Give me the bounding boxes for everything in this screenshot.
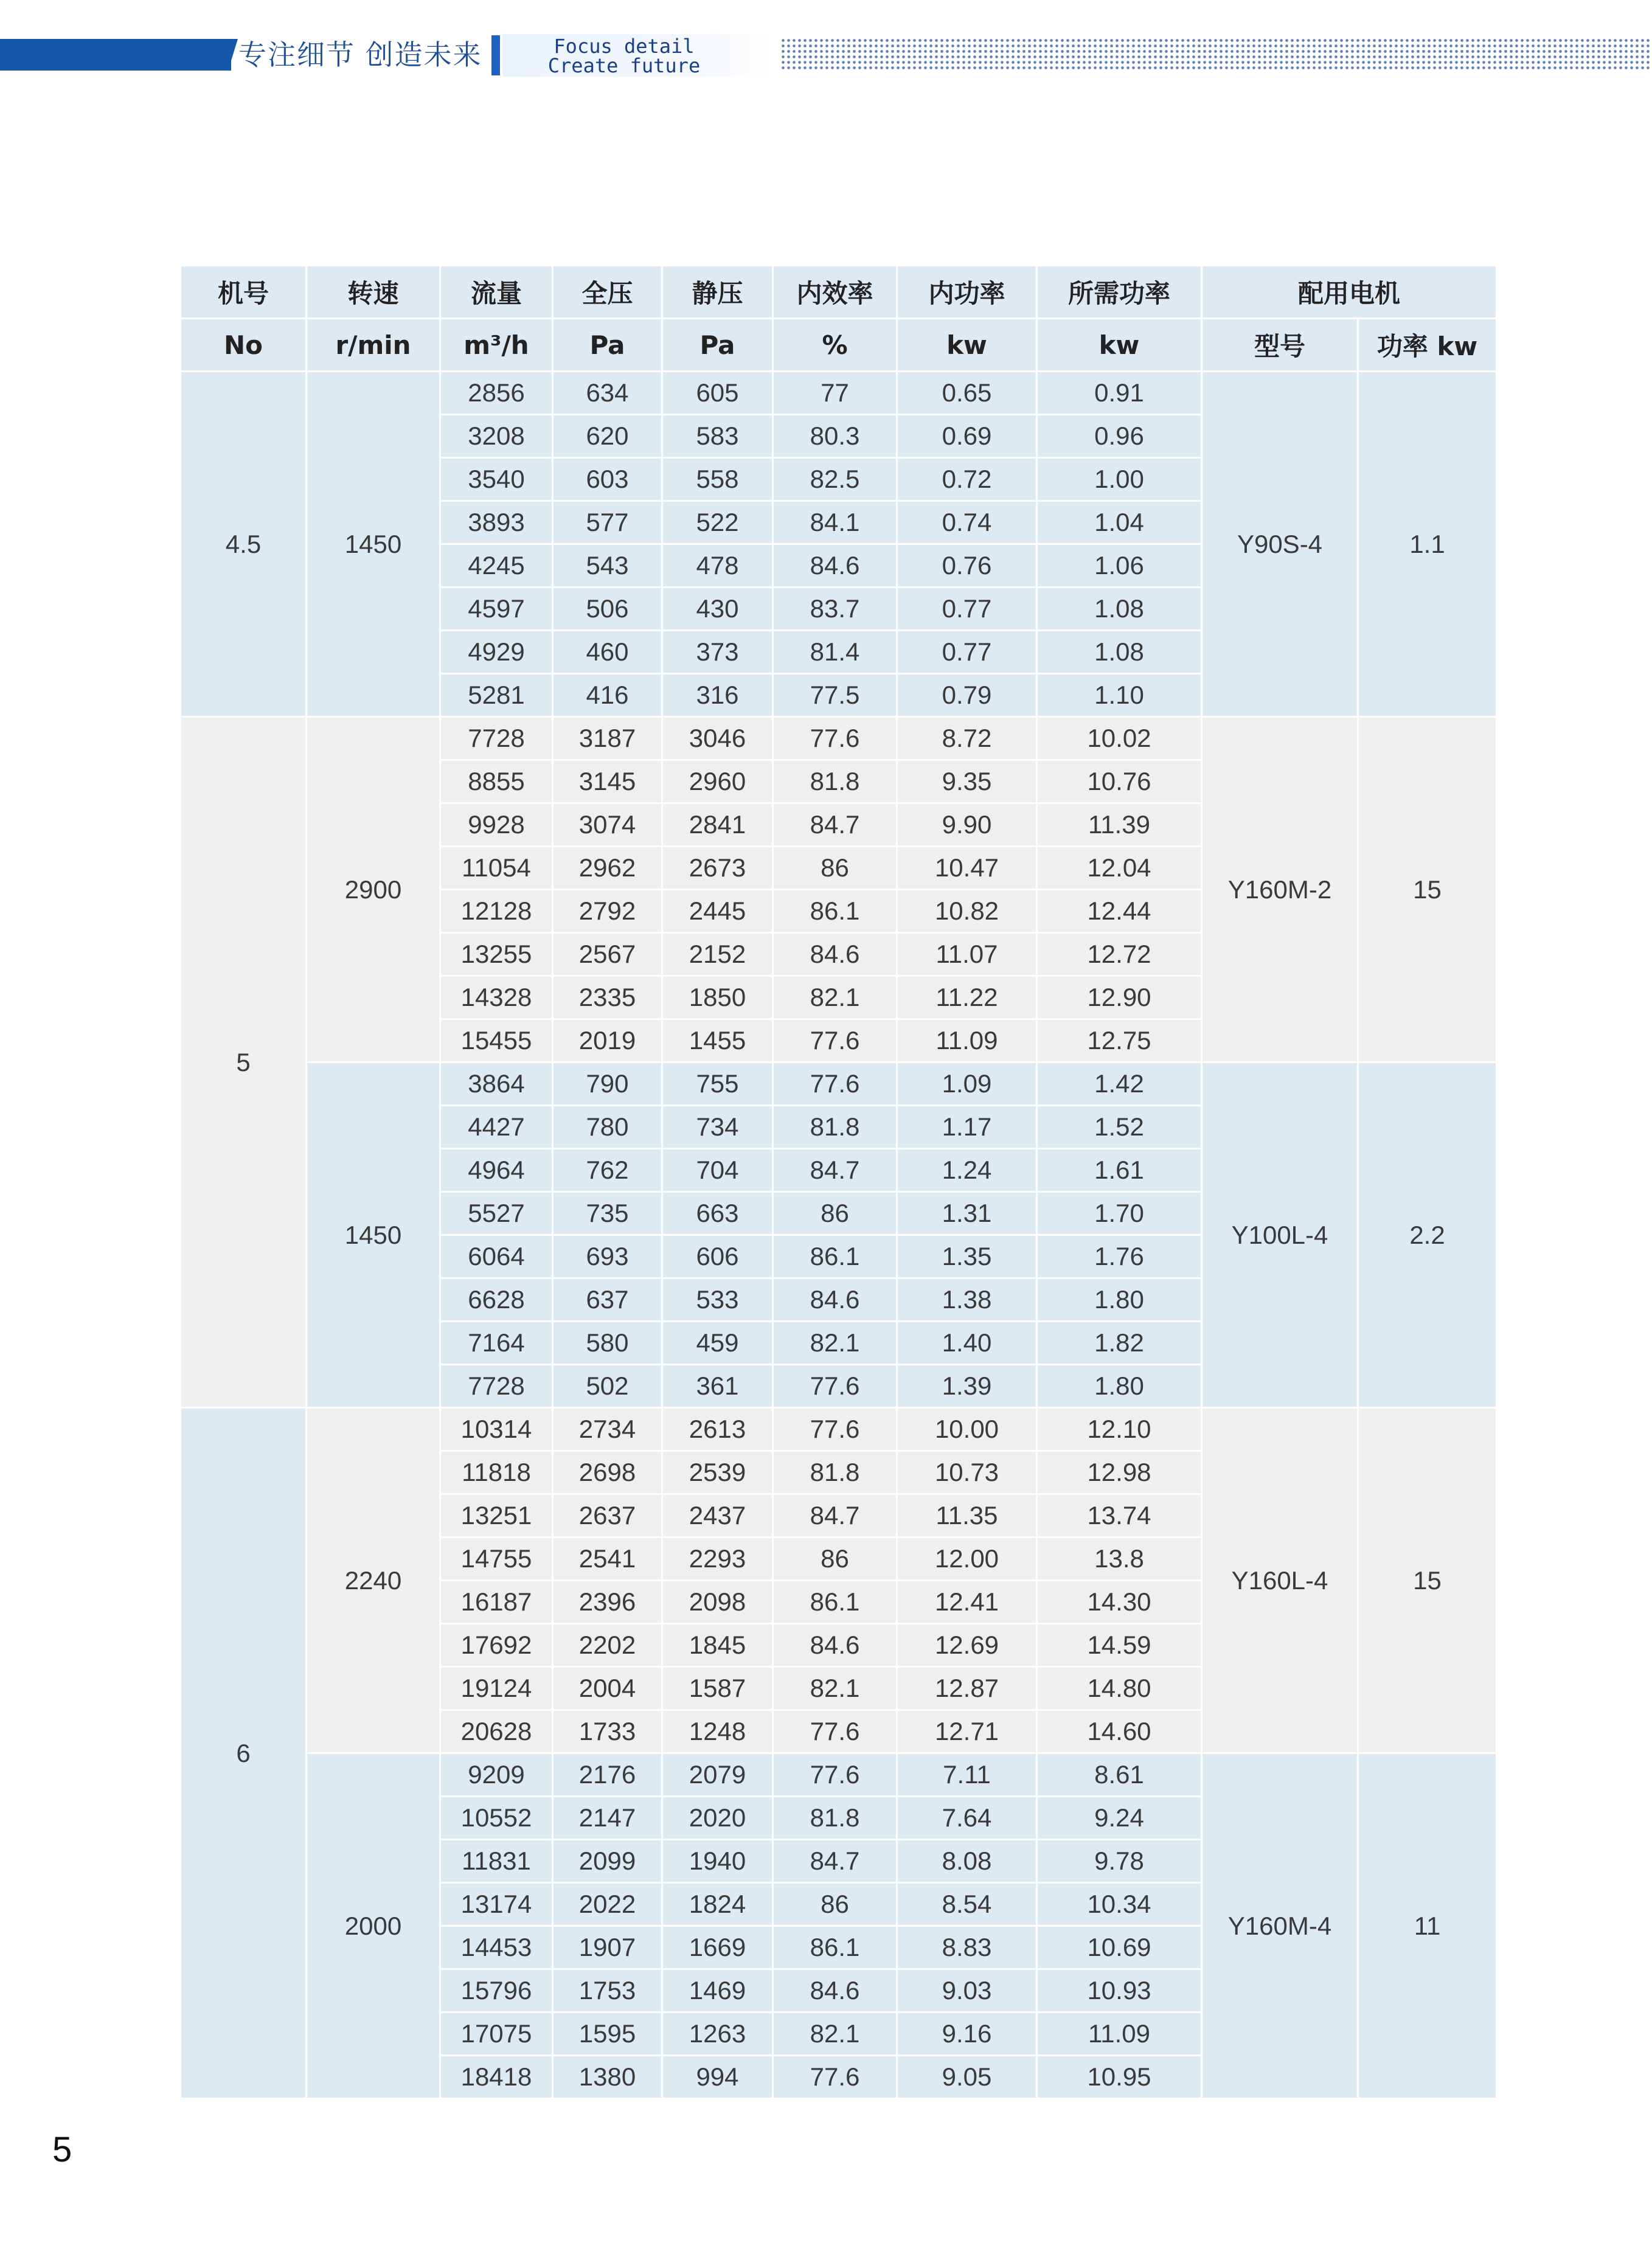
static-pressure-cell: 1587: [662, 1667, 773, 1710]
flow-cell: 3864: [440, 1063, 553, 1106]
flow-cell: 4964: [440, 1149, 553, 1192]
flow-cell: 8855: [440, 760, 553, 803]
static-pressure-cell: 459: [662, 1322, 773, 1365]
motor-model-cell: Y160M-4: [1202, 1753, 1358, 2099]
flow-cell: 5281: [440, 674, 553, 717]
total-pressure-cell: 2004: [553, 1667, 662, 1710]
internal-power-cell: 12.71: [897, 1710, 1037, 1753]
internal-power-cell: 1.35: [897, 1235, 1037, 1278]
static-pressure-cell: 1940: [662, 1840, 773, 1883]
efficiency-cell: 81.4: [773, 631, 897, 674]
flow-cell: 6628: [440, 1278, 553, 1322]
internal-power-cell: 1.40: [897, 1322, 1037, 1365]
efficiency-cell: 81.8: [773, 1797, 897, 1840]
internal-power-cell: 8.54: [897, 1883, 1037, 1926]
machine-no-cell: 5: [181, 717, 307, 1408]
total-pressure-cell: 2396: [553, 1581, 662, 1624]
efficiency-cell: 84.1: [773, 501, 897, 544]
unit-motor-power: 功率 kw: [1358, 319, 1497, 372]
internal-power-cell: 1.24: [897, 1149, 1037, 1192]
efficiency-cell: 77.6: [773, 717, 897, 760]
internal-power-cell: 1.17: [897, 1106, 1037, 1149]
required-power-cell: 12.72: [1037, 933, 1202, 976]
static-pressure-cell: 2079: [662, 1753, 773, 1797]
total-pressure-cell: 735: [553, 1192, 662, 1235]
efficiency-cell: 86.1: [773, 1926, 897, 1969]
unit-internal-power: kw: [897, 319, 1037, 372]
required-power-cell: 14.30: [1037, 1581, 1202, 1624]
internal-power-cell: 0.77: [897, 588, 1037, 631]
internal-power-cell: 7.11: [897, 1753, 1037, 1797]
internal-power-cell: 1.39: [897, 1365, 1037, 1408]
table-row: [181, 1753, 1497, 1797]
required-power-cell: 8.61: [1037, 1753, 1202, 1797]
table-body: [181, 372, 1497, 2099]
motor-model-cell: Y160L-4: [1202, 1408, 1358, 1753]
required-power-cell: 12.04: [1037, 847, 1202, 890]
static-pressure-cell: 2437: [662, 1494, 773, 1538]
internal-power-cell: 0.72: [897, 458, 1037, 501]
page-number: 5: [52, 2130, 72, 2169]
internal-power-cell: 12.69: [897, 1624, 1037, 1667]
required-power-cell: 10.95: [1037, 2056, 1202, 2099]
static-pressure-cell: 2841: [662, 803, 773, 847]
flow-cell: 15455: [440, 1019, 553, 1063]
efficiency-cell: 77.6: [773, 1710, 897, 1753]
flow-cell: 4245: [440, 544, 553, 588]
static-pressure-cell: 522: [662, 501, 773, 544]
required-power-cell: 9.78: [1037, 1840, 1202, 1883]
internal-power-cell: 10.00: [897, 1408, 1037, 1451]
required-power-cell: 1.80: [1037, 1278, 1202, 1322]
internal-power-cell: 0.79: [897, 674, 1037, 717]
static-pressure-cell: 1669: [662, 1926, 773, 1969]
internal-power-cell: 1.09: [897, 1063, 1037, 1106]
static-pressure-cell: 373: [662, 631, 773, 674]
total-pressure-cell: 603: [553, 458, 662, 501]
col-header-flow: 流量: [440, 266, 553, 319]
unit-efficiency: %: [773, 319, 897, 372]
speed-cell: 2900: [307, 717, 440, 1063]
total-pressure-cell: 502: [553, 1365, 662, 1408]
efficiency-cell: 84.7: [773, 1149, 897, 1192]
efficiency-cell: 86: [773, 1538, 897, 1581]
required-power-cell: 11.09: [1037, 2013, 1202, 2056]
flow-cell: 9928: [440, 803, 553, 847]
static-pressure-cell: 2673: [662, 847, 773, 890]
flow-cell: 13251: [440, 1494, 553, 1538]
total-pressure-cell: 2022: [553, 1883, 662, 1926]
total-pressure-cell: 506: [553, 588, 662, 631]
efficiency-cell: 84.6: [773, 1278, 897, 1322]
flow-cell: 15796: [440, 1969, 553, 2013]
internal-power-cell: 9.03: [897, 1969, 1037, 2013]
required-power-cell: 12.44: [1037, 890, 1202, 933]
static-pressure-cell: 583: [662, 415, 773, 458]
efficiency-cell: 82.1: [773, 2013, 897, 2056]
static-pressure-cell: 361: [662, 1365, 773, 1408]
table-row: [181, 1408, 1497, 1451]
flow-cell: 11054: [440, 847, 553, 890]
flow-cell: 4597: [440, 588, 553, 631]
static-pressure-cell: 2293: [662, 1538, 773, 1581]
static-pressure-cell: 2098: [662, 1581, 773, 1624]
required-power-cell: 10.76: [1037, 760, 1202, 803]
required-power-cell: 1.04: [1037, 501, 1202, 544]
flow-cell: 6064: [440, 1235, 553, 1278]
internal-power-cell: 11.22: [897, 976, 1037, 1019]
efficiency-cell: 84.6: [773, 544, 897, 588]
flow-cell: 4929: [440, 631, 553, 674]
static-pressure-cell: 2960: [662, 760, 773, 803]
motor-power-cell: 15: [1358, 717, 1497, 1063]
internal-power-cell: 9.35: [897, 760, 1037, 803]
flow-cell: 19124: [440, 1667, 553, 1710]
efficiency-cell: 82.1: [773, 976, 897, 1019]
header-dot-pattern: [780, 38, 1652, 71]
total-pressure-cell: 2698: [553, 1451, 662, 1494]
internal-power-cell: 1.31: [897, 1192, 1037, 1235]
efficiency-cell: 81.8: [773, 1106, 897, 1149]
total-pressure-cell: 416: [553, 674, 662, 717]
slogan-english-line1: Focus detail: [554, 35, 695, 58]
internal-power-cell: 11.35: [897, 1494, 1037, 1538]
internal-power-cell: 11.09: [897, 1019, 1037, 1063]
flow-cell: 3540: [440, 458, 553, 501]
static-pressure-cell: 316: [662, 674, 773, 717]
motor-power-cell: 11: [1358, 1753, 1497, 2099]
flow-cell: 7164: [440, 1322, 553, 1365]
col-header-required-power: 所需功率: [1037, 266, 1202, 319]
internal-power-cell: 1.38: [897, 1278, 1037, 1322]
unit-flow: m³/h: [440, 319, 553, 372]
static-pressure-cell: 533: [662, 1278, 773, 1322]
required-power-cell: 12.98: [1037, 1451, 1202, 1494]
flow-cell: 7728: [440, 717, 553, 760]
total-pressure-cell: 2202: [553, 1624, 662, 1667]
speed-cell: 2000: [307, 1753, 440, 2099]
header-accent-bar-tip: [228, 39, 238, 71]
flow-cell: 13174: [440, 1883, 553, 1926]
efficiency-cell: 80.3: [773, 415, 897, 458]
col-header-no: 机号: [181, 266, 307, 319]
total-pressure-cell: 634: [553, 372, 662, 415]
flow-cell: 2856: [440, 372, 553, 415]
internal-power-cell: 11.07: [897, 933, 1037, 976]
efficiency-cell: 77.6: [773, 2056, 897, 2099]
static-pressure-cell: 2613: [662, 1408, 773, 1451]
motor-model-cell: Y160M-2: [1202, 717, 1358, 1063]
static-pressure-cell: 2152: [662, 933, 773, 976]
header-row-2: [181, 319, 1497, 372]
static-pressure-cell: 606: [662, 1235, 773, 1278]
internal-power-cell: 0.69: [897, 415, 1037, 458]
static-pressure-cell: 430: [662, 588, 773, 631]
total-pressure-cell: 460: [553, 631, 662, 674]
flow-cell: 5527: [440, 1192, 553, 1235]
required-power-cell: 14.80: [1037, 1667, 1202, 1710]
efficiency-cell: 86.1: [773, 890, 897, 933]
table-row: [181, 717, 1497, 760]
total-pressure-cell: 2176: [553, 1753, 662, 1797]
flow-cell: 17692: [440, 1624, 553, 1667]
internal-power-cell: 8.83: [897, 1926, 1037, 1969]
speed-cell: 2240: [307, 1408, 440, 1753]
static-pressure-cell: 1824: [662, 1883, 773, 1926]
static-pressure-cell: 605: [662, 372, 773, 415]
total-pressure-cell: 1595: [553, 2013, 662, 2056]
flow-cell: 13255: [440, 933, 553, 976]
col-header-motor: 配用电机: [1202, 266, 1497, 319]
efficiency-cell: 77.5: [773, 674, 897, 717]
efficiency-cell: 86: [773, 847, 897, 890]
internal-power-cell: 10.73: [897, 1451, 1037, 1494]
flow-cell: 4427: [440, 1106, 553, 1149]
motor-power-cell: 1.1: [1358, 372, 1497, 717]
required-power-cell: 14.59: [1037, 1624, 1202, 1667]
efficiency-cell: 77.6: [773, 1408, 897, 1451]
col-header-total-pressure: 全压: [553, 266, 662, 319]
total-pressure-cell: 3074: [553, 803, 662, 847]
unit-required-power: kw: [1037, 319, 1202, 372]
total-pressure-cell: 543: [553, 544, 662, 588]
col-header-internal-efficiency: 内效率: [773, 266, 897, 319]
efficiency-cell: 81.8: [773, 760, 897, 803]
machine-no-cell: 4.5: [181, 372, 307, 717]
required-power-cell: 9.24: [1037, 1797, 1202, 1840]
flow-cell: 14328: [440, 976, 553, 1019]
flow-cell: 9209: [440, 1753, 553, 1797]
slogan-english-box: [502, 34, 769, 77]
static-pressure-cell: 1850: [662, 976, 773, 1019]
efficiency-cell: 84.6: [773, 1969, 897, 2013]
speed-cell: 1450: [307, 1063, 440, 1408]
internal-power-cell: 12.41: [897, 1581, 1037, 1624]
efficiency-cell: 84.6: [773, 933, 897, 976]
header-accent-bar: [0, 39, 231, 71]
motor-power-cell: 2.2: [1358, 1063, 1497, 1408]
flow-cell: 18418: [440, 2056, 553, 2099]
required-power-cell: 12.10: [1037, 1408, 1202, 1451]
efficiency-cell: 84.7: [773, 1494, 897, 1538]
total-pressure-cell: 693: [553, 1235, 662, 1278]
total-pressure-cell: 2541: [553, 1538, 662, 1581]
efficiency-cell: 84.7: [773, 803, 897, 847]
flow-cell: 11831: [440, 1840, 553, 1883]
page-header: [0, 0, 1652, 79]
static-pressure-cell: 478: [662, 544, 773, 588]
required-power-cell: 1.42: [1037, 1063, 1202, 1106]
col-header-static-pressure: 静压: [662, 266, 773, 319]
static-pressure-cell: 2445: [662, 890, 773, 933]
total-pressure-cell: 2147: [553, 1797, 662, 1840]
static-pressure-cell: 734: [662, 1106, 773, 1149]
total-pressure-cell: 2567: [553, 933, 662, 976]
efficiency-cell: 86: [773, 1192, 897, 1235]
required-power-cell: 1.70: [1037, 1192, 1202, 1235]
efficiency-cell: 77: [773, 372, 897, 415]
required-power-cell: 11.39: [1037, 803, 1202, 847]
total-pressure-cell: 3145: [553, 760, 662, 803]
static-pressure-cell: 1455: [662, 1019, 773, 1063]
static-pressure-cell: 994: [662, 2056, 773, 2099]
header-row-1: [181, 266, 1497, 319]
efficiency-cell: 77.6: [773, 1753, 897, 1797]
unit-motor-model: 型号: [1202, 319, 1358, 372]
total-pressure-cell: 2099: [553, 1840, 662, 1883]
total-pressure-cell: 762: [553, 1149, 662, 1192]
efficiency-cell: 77.6: [773, 1365, 897, 1408]
required-power-cell: 0.96: [1037, 415, 1202, 458]
required-power-cell: 1.61: [1037, 1149, 1202, 1192]
required-power-cell: 13.8: [1037, 1538, 1202, 1581]
efficiency-cell: 82.1: [773, 1322, 897, 1365]
col-header-speed: 转速: [307, 266, 440, 319]
required-power-cell: 1.00: [1037, 458, 1202, 501]
unit-total-pressure: Pa: [553, 319, 662, 372]
static-pressure-cell: 663: [662, 1192, 773, 1235]
internal-power-cell: 0.76: [897, 544, 1037, 588]
efficiency-cell: 82.1: [773, 1667, 897, 1710]
total-pressure-cell: 2637: [553, 1494, 662, 1538]
flow-cell: 12128: [440, 890, 553, 933]
table-row: [181, 1063, 1497, 1106]
static-pressure-cell: 1469: [662, 1969, 773, 2013]
flow-cell: 10314: [440, 1408, 553, 1451]
total-pressure-cell: 2335: [553, 976, 662, 1019]
motor-power-cell: 15: [1358, 1408, 1497, 1753]
fan-performance-table: [179, 265, 1498, 2099]
total-pressure-cell: 1733: [553, 1710, 662, 1753]
static-pressure-cell: 704: [662, 1149, 773, 1192]
slogan-english-line2: Create future: [547, 54, 701, 77]
total-pressure-cell: 3187: [553, 717, 662, 760]
internal-power-cell: 0.74: [897, 501, 1037, 544]
unit-speed: r/min: [307, 319, 440, 372]
flow-cell: 14755: [440, 1538, 553, 1581]
total-pressure-cell: 780: [553, 1106, 662, 1149]
flow-cell: 14453: [440, 1926, 553, 1969]
efficiency-cell: 84.6: [773, 1624, 897, 1667]
required-power-cell: 12.90: [1037, 976, 1202, 1019]
efficiency-cell: 86.1: [773, 1581, 897, 1624]
internal-power-cell: 12.87: [897, 1667, 1037, 1710]
internal-power-cell: 0.77: [897, 631, 1037, 674]
efficiency-cell: 82.5: [773, 458, 897, 501]
internal-power-cell: 12.00: [897, 1538, 1037, 1581]
efficiency-cell: 77.6: [773, 1063, 897, 1106]
static-pressure-cell: 1248: [662, 1710, 773, 1753]
static-pressure-cell: 2020: [662, 1797, 773, 1840]
table-row: [181, 372, 1497, 415]
static-pressure-cell: 1845: [662, 1624, 773, 1667]
unit-no: No: [181, 319, 307, 372]
efficiency-cell: 84.7: [773, 1840, 897, 1883]
total-pressure-cell: 2734: [553, 1408, 662, 1451]
slogan-chinese: 专注细节 创造未来: [238, 38, 482, 71]
fan-performance-table-wrap: [179, 265, 1496, 2099]
total-pressure-cell: 790: [553, 1063, 662, 1106]
internal-power-cell: 0.65: [897, 372, 1037, 415]
required-power-cell: 12.75: [1037, 1019, 1202, 1063]
motor-model-cell: Y100L-4: [1202, 1063, 1358, 1408]
required-power-cell: 1.76: [1037, 1235, 1202, 1278]
required-power-cell: 10.34: [1037, 1883, 1202, 1926]
required-power-cell: 1.52: [1037, 1106, 1202, 1149]
efficiency-cell: 86: [773, 1883, 897, 1926]
header-divider: [491, 35, 500, 75]
required-power-cell: 1.08: [1037, 631, 1202, 674]
motor-model-cell: Y90S-4: [1202, 372, 1358, 717]
required-power-cell: 1.08: [1037, 588, 1202, 631]
required-power-cell: 14.60: [1037, 1710, 1202, 1753]
internal-power-cell: 9.05: [897, 2056, 1037, 2099]
flow-cell: 10552: [440, 1797, 553, 1840]
static-pressure-cell: 755: [662, 1063, 773, 1106]
internal-power-cell: 8.08: [897, 1840, 1037, 1883]
flow-cell: 17075: [440, 2013, 553, 2056]
internal-power-cell: 9.90: [897, 803, 1037, 847]
total-pressure-cell: 620: [553, 415, 662, 458]
efficiency-cell: 81.8: [773, 1451, 897, 1494]
total-pressure-cell: 577: [553, 501, 662, 544]
required-power-cell: 10.02: [1037, 717, 1202, 760]
total-pressure-cell: 1753: [553, 1969, 662, 2013]
flow-cell: 3208: [440, 415, 553, 458]
internal-power-cell: 10.82: [897, 890, 1037, 933]
required-power-cell: 0.91: [1037, 372, 1202, 415]
efficiency-cell: 86.1: [773, 1235, 897, 1278]
total-pressure-cell: 637: [553, 1278, 662, 1322]
total-pressure-cell: 580: [553, 1322, 662, 1365]
required-power-cell: 1.10: [1037, 674, 1202, 717]
static-pressure-cell: 558: [662, 458, 773, 501]
flow-cell: 3893: [440, 501, 553, 544]
flow-cell: 16187: [440, 1581, 553, 1624]
total-pressure-cell: 2792: [553, 890, 662, 933]
total-pressure-cell: 1907: [553, 1926, 662, 1969]
static-pressure-cell: 2539: [662, 1451, 773, 1494]
flow-cell: 11818: [440, 1451, 553, 1494]
machine-no-cell: 6: [181, 1408, 307, 2099]
flow-cell: 20628: [440, 1710, 553, 1753]
flow-cell: 7728: [440, 1365, 553, 1408]
col-header-internal-power: 内功率: [897, 266, 1037, 319]
required-power-cell: 1.06: [1037, 544, 1202, 588]
efficiency-cell: 83.7: [773, 588, 897, 631]
required-power-cell: 1.82: [1037, 1322, 1202, 1365]
total-pressure-cell: 1380: [553, 2056, 662, 2099]
required-power-cell: 1.80: [1037, 1365, 1202, 1408]
required-power-cell: 10.93: [1037, 1969, 1202, 2013]
internal-power-cell: 9.16: [897, 2013, 1037, 2056]
required-power-cell: 13.74: [1037, 1494, 1202, 1538]
efficiency-cell: 77.6: [773, 1019, 897, 1063]
static-pressure-cell: 1263: [662, 2013, 773, 2056]
internal-power-cell: 8.72: [897, 717, 1037, 760]
static-pressure-cell: 3046: [662, 717, 773, 760]
internal-power-cell: 10.47: [897, 847, 1037, 890]
internal-power-cell: 7.64: [897, 1797, 1037, 1840]
required-power-cell: 10.69: [1037, 1926, 1202, 1969]
unit-static-pressure: Pa: [662, 319, 773, 372]
speed-cell: 1450: [307, 372, 440, 717]
total-pressure-cell: 2019: [553, 1019, 662, 1063]
total-pressure-cell: 2962: [553, 847, 662, 890]
